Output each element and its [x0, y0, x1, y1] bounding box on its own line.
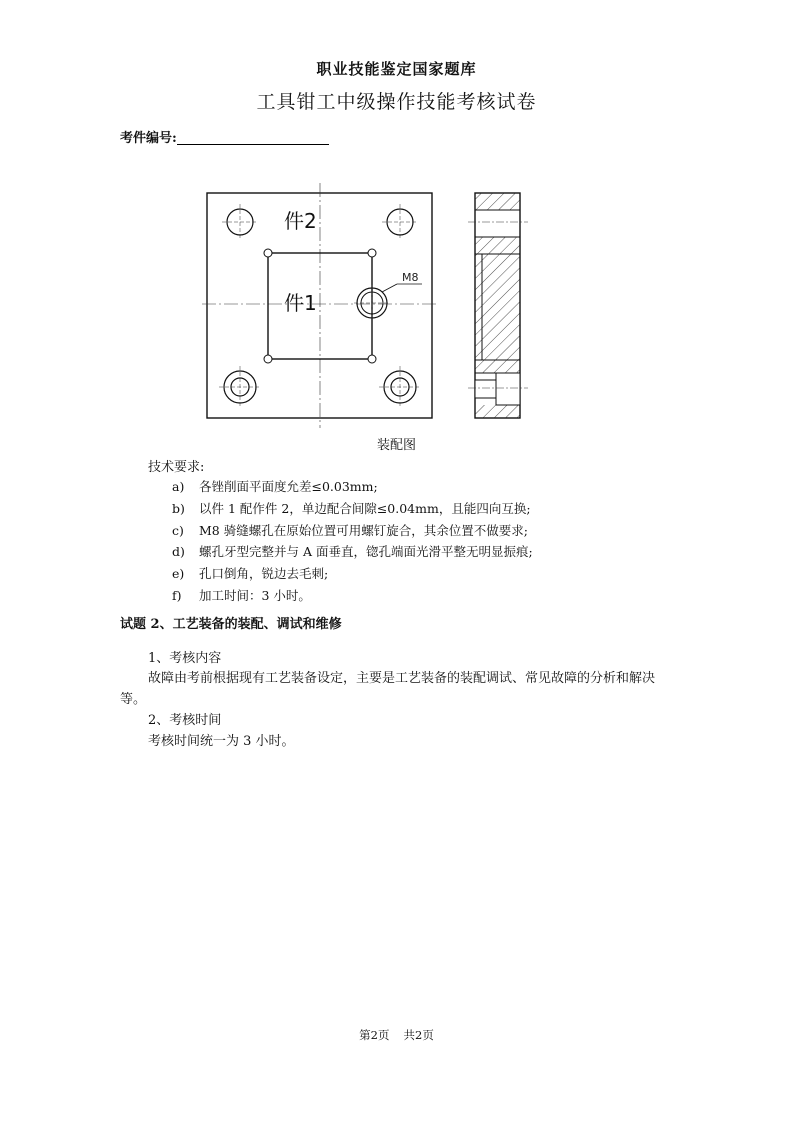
- bottom-left-counterbore: [219, 366, 261, 408]
- exam-number-field: [120, 127, 329, 146]
- list-item: [172, 498, 533, 520]
- top-left-hole: [222, 204, 258, 240]
- top-right-hole: [382, 204, 418, 240]
- relief-hole: [368, 249, 376, 257]
- side-section-view: [468, 193, 528, 418]
- item-text: 螺孔牙型完整并与 A 面垂直，锪孔端面光滑平整无明显振痕;: [199, 544, 533, 560]
- relief-hole: [264, 355, 272, 363]
- page-total: 共2页: [403, 1028, 434, 1042]
- list-item: [172, 563, 533, 585]
- list-item: [172, 476, 533, 498]
- exam-number-blank-line: [177, 130, 329, 145]
- item-text: M8 骑缝螺孔在原始位置可用螺钉旋合，其余位置不做要求;: [199, 522, 528, 538]
- item-label: a): [172, 479, 185, 494]
- part2-label: 件2: [284, 209, 317, 233]
- time-heading: 2、考核时间: [148, 713, 222, 728]
- exam-number-label: 考件编号:: [120, 131, 177, 146]
- bottom-right-counterbore: [379, 366, 421, 408]
- section2-title: 试题 2、工艺装备的装配、调试和维修: [120, 617, 342, 632]
- item-label: e): [172, 566, 185, 582]
- part2-outline: [207, 193, 432, 418]
- exam-title: 工具钳工中级操作技能考核试卷: [256, 91, 537, 113]
- item-label: f): [172, 587, 182, 603]
- content-heading: 1、考核内容: [148, 651, 222, 666]
- page-number: 第2页: [359, 1028, 390, 1042]
- item-text: 以件 1 配作件 2，单边配合间隙≤0.04mm，且能四向互换;: [199, 500, 531, 516]
- item-label: c): [172, 522, 184, 538]
- drawing-caption: 装配图: [376, 438, 416, 453]
- relief-hole: [264, 249, 272, 257]
- list-item: [172, 520, 533, 542]
- question-bank-title: 职业技能鉴定国家题库: [316, 60, 477, 78]
- item-text: 孔口倒角，锐边去毛刺;: [199, 566, 329, 582]
- list-item: [172, 541, 533, 563]
- part1-label: 件1: [284, 291, 317, 315]
- item-text: 加工时间：3 小时。: [199, 587, 311, 603]
- time-text: 考核时间统一为 3 小时。: [148, 734, 295, 749]
- assembly-drawing: [200, 180, 540, 432]
- list-item: [172, 585, 533, 607]
- item-label: b): [172, 500, 185, 516]
- content-text: 故障由考前根据现有工艺装备设定，主要是工艺装备的装配调试、常见故障的分析和解决等。: [120, 671, 656, 707]
- thread-label: M8: [402, 271, 419, 284]
- relief-hole: [368, 355, 376, 363]
- item-text: 各锉削面平面度允差≤0.03mm;: [199, 479, 378, 494]
- page-footer: [0, 1027, 793, 1043]
- requirements-title: 技术要求:: [148, 460, 205, 475]
- item-label: d): [172, 544, 185, 560]
- requirements-list: [172, 476, 533, 607]
- m8-threaded-hole: [354, 284, 422, 321]
